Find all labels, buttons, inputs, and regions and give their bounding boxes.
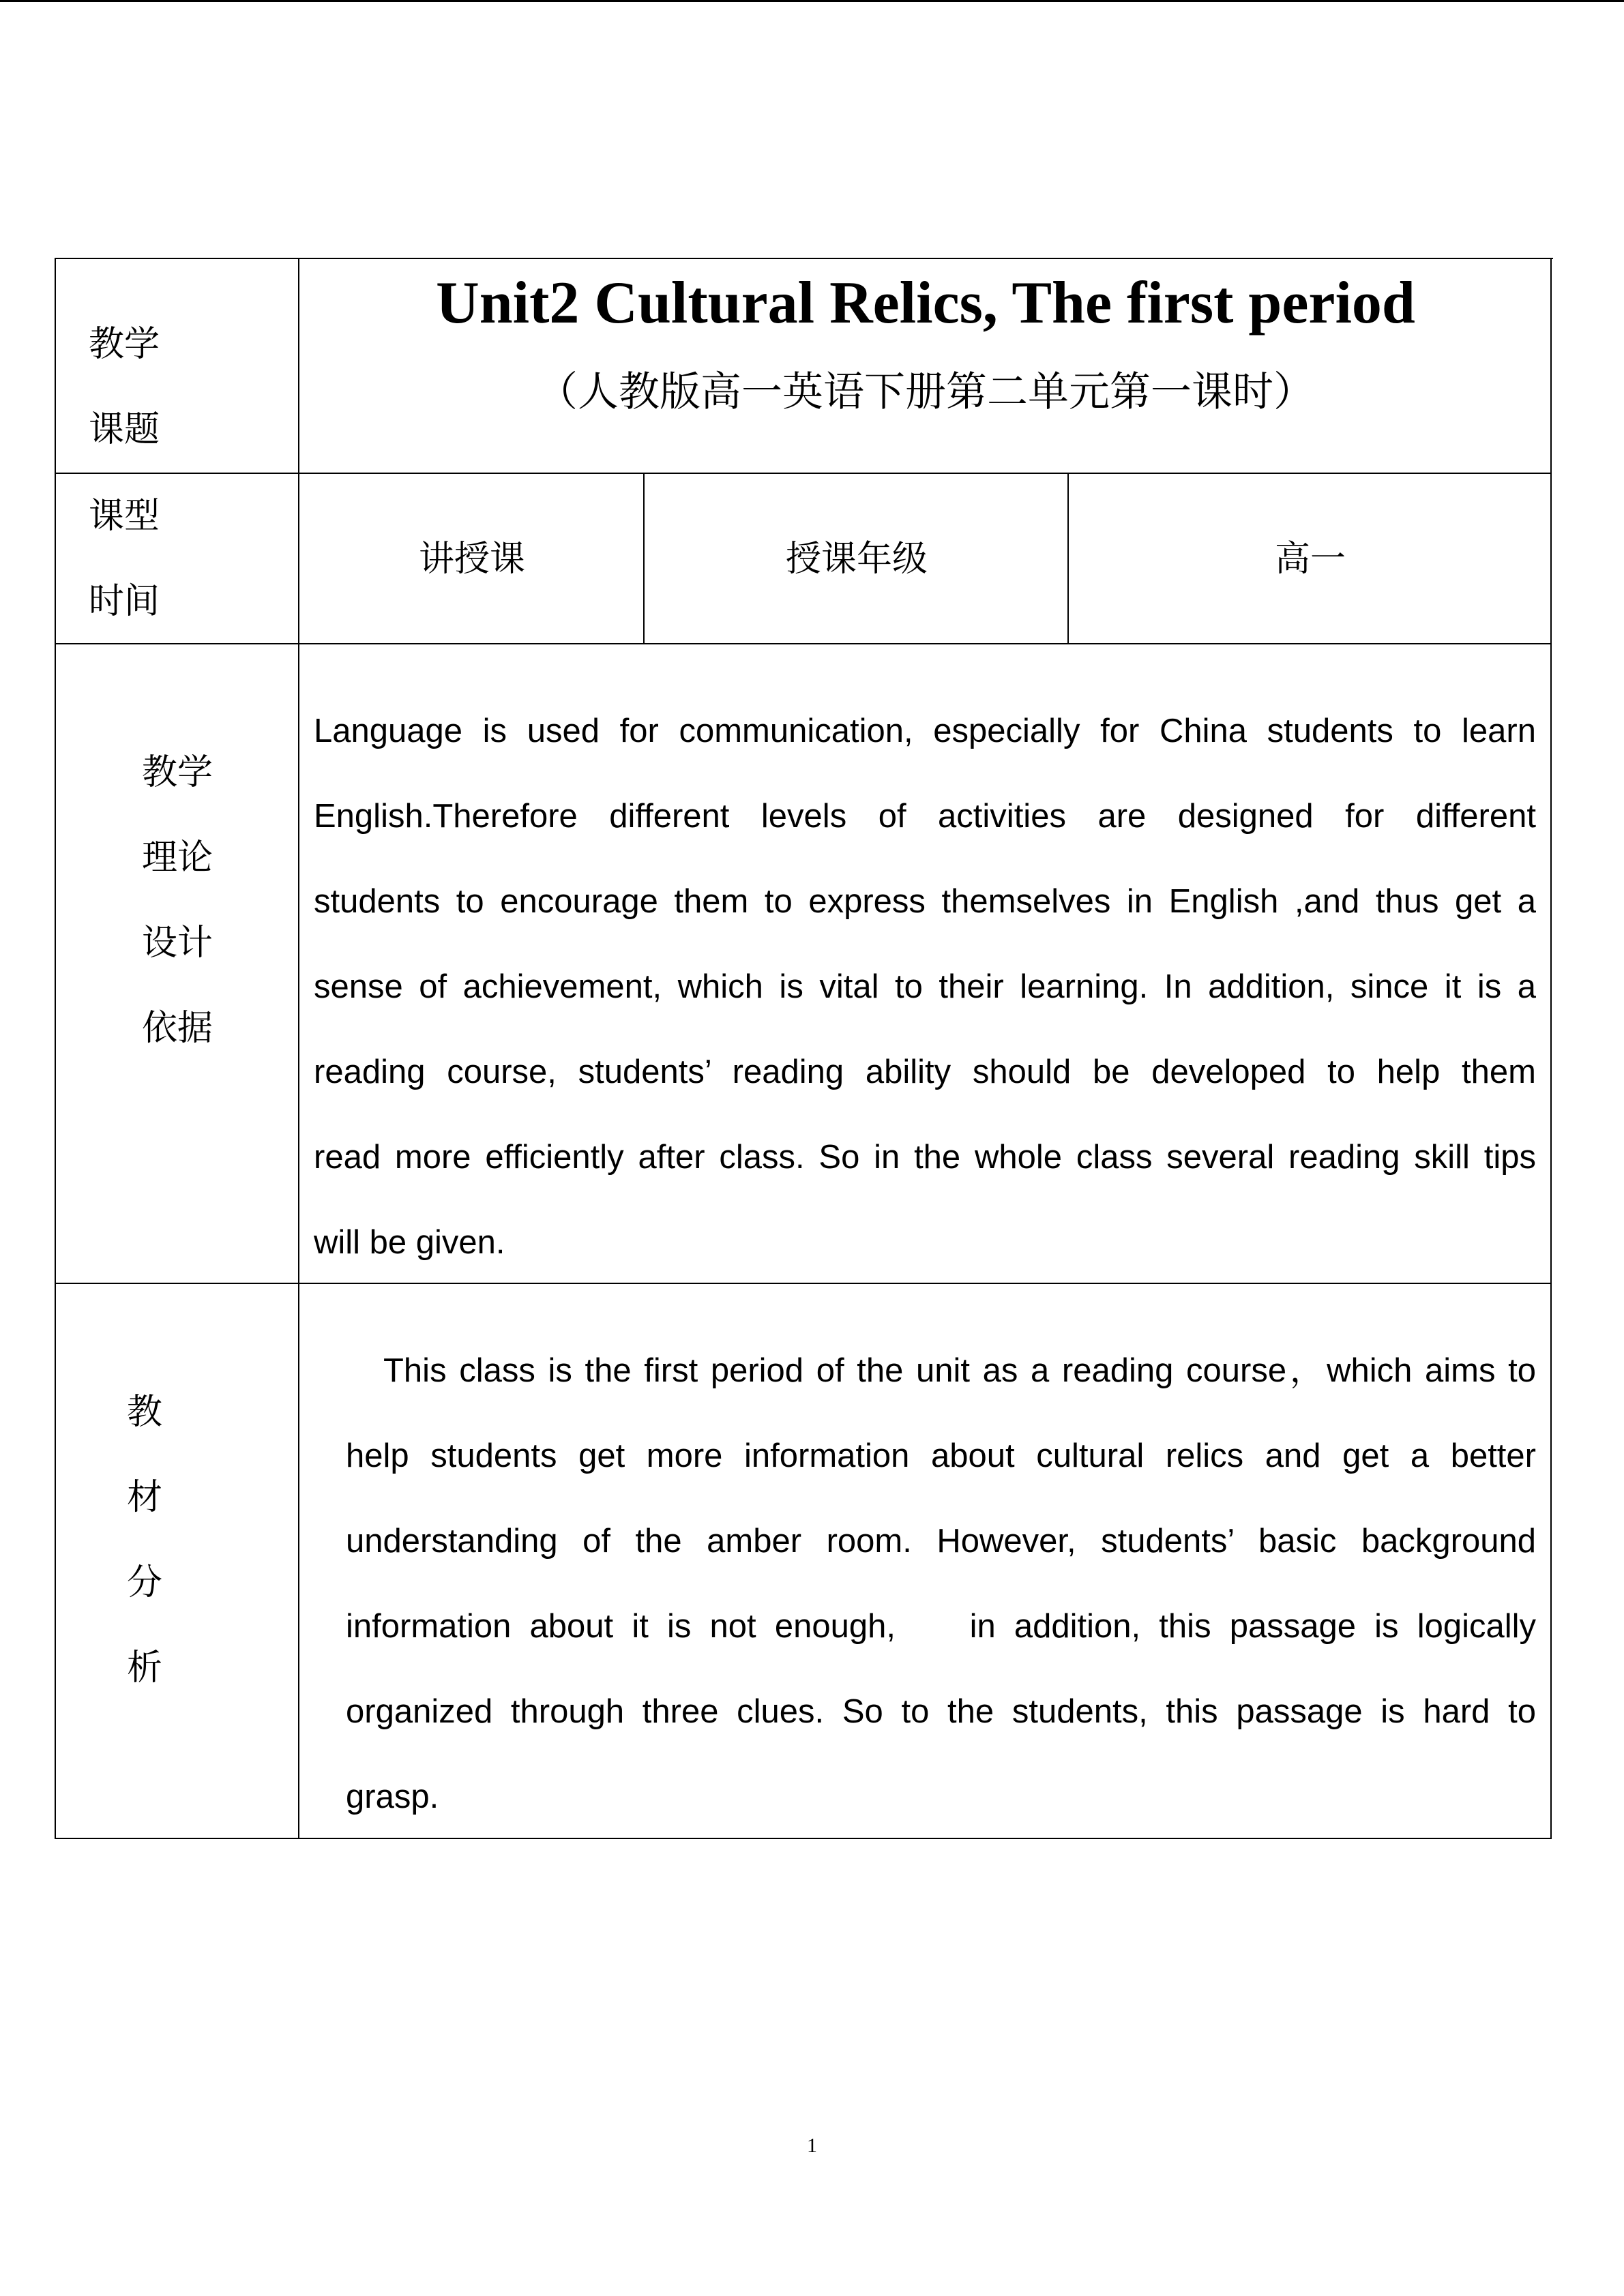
type-time-label [89, 474, 160, 644]
material-line: help students get more information about cultural relics and get a better [346, 1437, 1536, 1474]
material-line: organized through three clues. So to the students, this passage is hard to [346, 1693, 1536, 1730]
lesson-type-value: 讲授课 [418, 539, 525, 580]
topic-label-line: 教学 [89, 324, 160, 365]
theory-paragraph [314, 689, 1536, 1285]
grade-label: 授课年级 [785, 539, 928, 580]
page-number: 1 [807, 2134, 817, 2157]
topic-label [89, 302, 160, 473]
theory-label-line: 依据 [141, 1008, 213, 1049]
material-line: This class is the first period of the unit as a reading course，which aims to [383, 1352, 1536, 1389]
theory-label-line: 设计 [141, 923, 213, 964]
theory-line: students to encourage them to express themselves in English ,and thus get a [314, 883, 1536, 920]
theory-label [140, 730, 215, 1071]
material-label [124, 1370, 165, 1711]
theory-line: will be given. [314, 1224, 505, 1261]
material-label-line: 材 [126, 1477, 162, 1518]
theory-line: reading course, students’ reading ability should be developed to help them [314, 1054, 1536, 1090]
grade-value: 高一 [1274, 539, 1346, 580]
material-label-line: 教 [126, 1392, 162, 1433]
cell-material-label [56, 1284, 299, 1839]
lesson-title-chinese: （人教版高一英语下册第二单元第一课时） [537, 368, 1314, 416]
theory-line: read more efficiently after class. So in the whole class several reading skill tips [314, 1139, 1536, 1176]
material-label-line: 分 [126, 1562, 162, 1603]
material-label-line: 析 [126, 1648, 162, 1688]
type-time-label-line: 课型 [89, 496, 160, 537]
theory-line: English.Therefore different levels of activities are designed for different [314, 798, 1536, 835]
lesson-title-english: Unit2 Cultural Relics, The first period [436, 270, 1415, 336]
type-time-label-line: 时间 [89, 581, 160, 622]
theory-line: Language is used for communication, especially for China students to learn [314, 713, 1536, 749]
theory-label-line: 教学 [141, 752, 213, 793]
theory-line: sense of achievement, which is vital to their learning. In addition, since it is a [314, 968, 1536, 1005]
material-paragraph [346, 1328, 1536, 1840]
theory-label-line: 理论 [141, 837, 213, 878]
material-line: understanding of the amber room. However, students’ basic background [346, 1523, 1536, 1560]
topic-label-line: 课题 [89, 409, 160, 450]
material-line: grasp. [346, 1778, 439, 1815]
material-line: information about it is not enough, in addition, this passage is logically [346, 1608, 1536, 1645]
